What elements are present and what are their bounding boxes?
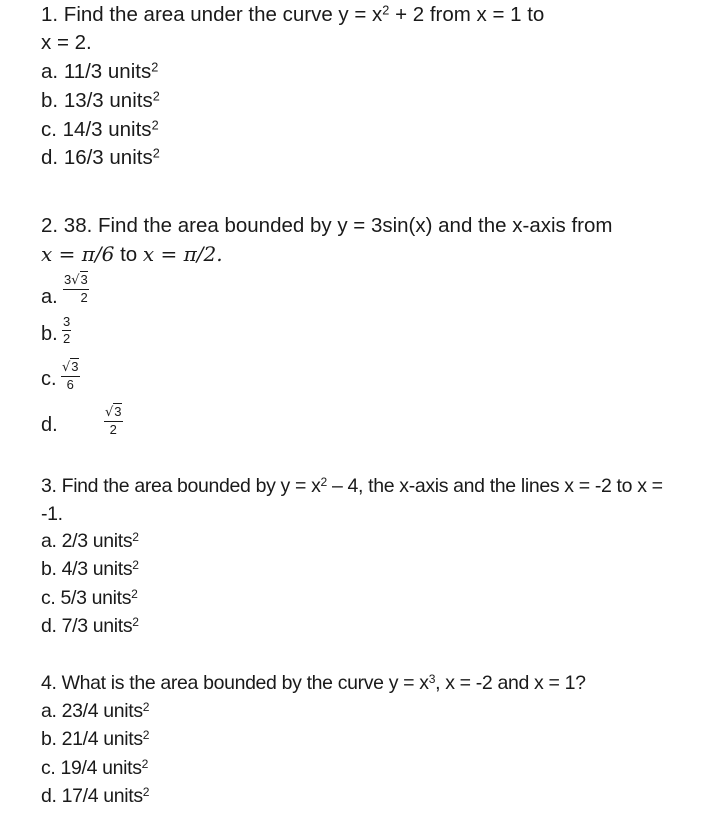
question-4-option-d: [41, 784, 149, 808]
fraction-numerator: [63, 273, 89, 288]
exponent: 2: [152, 145, 160, 161]
stem-text: 4. What is the area bounded by the curve y = x: [41, 672, 429, 694]
fraction-denominator: 2: [109, 422, 117, 437]
option-label: b.: [41, 728, 57, 750]
exponent: 2: [151, 117, 159, 133]
radicand: 3: [71, 359, 79, 374]
coefficient: 3: [64, 272, 72, 287]
exponent: 2: [132, 614, 139, 629]
option-label: d.: [41, 146, 59, 169]
question-3-option-d: [41, 614, 139, 638]
math-expression: π/2.: [183, 242, 223, 266]
fraction: [62, 315, 71, 346]
option-label: c.: [41, 368, 57, 390]
stem-text: 3. Find the area bounded by y = x: [41, 475, 321, 497]
exponent: 2: [142, 699, 150, 714]
fraction-numerator: 3: [63, 314, 71, 329]
question-4-stem-line-1: [41, 671, 586, 695]
math-expression: π/6: [81, 242, 115, 266]
option-label: a.: [41, 60, 59, 83]
question-3-option-a: [41, 529, 139, 553]
option-label: d.: [41, 785, 57, 807]
question-4-option-b: [41, 727, 149, 751]
stem-text: 1. Find the area under the curve y = x: [41, 3, 383, 26]
question-2-option-b: [41, 313, 161, 353]
question-2-option-c: [41, 357, 161, 397]
question-3-stem-line-2: -1.: [41, 503, 63, 525]
question-3-stem-line-1: [41, 474, 663, 498]
option-text: 23/4 units: [61, 700, 143, 722]
sqrt-symbol: √: [62, 360, 71, 375]
radicand: 3: [80, 272, 88, 287]
question-1-option-d: [41, 146, 160, 170]
fraction-numerator: [61, 360, 80, 375]
option-label: c.: [41, 118, 57, 141]
option-text: 5/3 units: [60, 587, 132, 609]
exponent: 2: [142, 784, 150, 799]
option-label: b.: [41, 323, 58, 345]
exponent: 2: [151, 59, 159, 75]
question-1-stem-line-1: [41, 3, 544, 27]
question-2-stem-line-2: [41, 242, 223, 267]
question-1-stem-line-2: x = 2.: [41, 31, 92, 54]
math-operator: =: [52, 242, 82, 266]
stem-text: + 2 from x = 1 to: [389, 3, 545, 26]
question-1-option-a: [41, 60, 158, 84]
question-1-option-b: [41, 89, 160, 113]
stem-text: – 4, the x-axis and the lines x = -2 to x =: [326, 475, 663, 497]
option-text: 2/3 units: [61, 530, 133, 552]
math-variable: x: [142, 242, 155, 266]
question-1-option-c: [41, 118, 159, 142]
option-label: a.: [41, 286, 58, 308]
question-2-stem-line-1: 2. 38. Find the area bounded by y = 3sin(x) and the x-axis from: [41, 214, 613, 237]
option-label: b.: [41, 558, 57, 580]
option-text: 17/4 units: [61, 785, 143, 807]
exponent: 3: [428, 671, 436, 686]
stem-text: to: [114, 243, 143, 266]
stem-text: , x = -2 and x = 1?: [435, 672, 586, 694]
option-label: d.: [41, 615, 57, 637]
sqrt-symbol: √: [105, 405, 114, 420]
question-4-option-a: [41, 699, 149, 723]
option-text: 16/3 units: [63, 146, 153, 169]
math-variable: x: [41, 242, 53, 266]
option-label: a.: [41, 700, 57, 722]
fraction-numerator: [104, 405, 123, 420]
exponent: 2: [131, 586, 138, 601]
exponent: 2: [152, 88, 160, 104]
exponent: 2: [382, 2, 390, 18]
question-2-option-a: [41, 272, 161, 312]
exponent: 2: [132, 529, 139, 544]
fraction-denominator: 6: [66, 377, 74, 392]
option-label: c.: [41, 757, 56, 779]
option-text: 21/4 units: [61, 728, 143, 750]
sqrt-symbol: √: [71, 273, 80, 288]
option-label: d.: [41, 414, 58, 436]
fraction-denominator: 2: [63, 331, 71, 346]
radicand: 3: [114, 404, 122, 419]
exponent: 2: [132, 557, 139, 572]
option-label: c.: [41, 587, 56, 609]
option-text: 19/4 units: [60, 757, 142, 779]
option-label: a.: [41, 530, 57, 552]
exponent: 2: [141, 756, 148, 771]
math-operator: =: [154, 242, 184, 266]
option-text: 4/3 units: [61, 558, 133, 580]
option-text: 14/3 units: [62, 118, 152, 141]
question-3-option-c: [41, 586, 138, 610]
fraction: [104, 405, 123, 437]
question-3-option-b: [41, 557, 139, 581]
option-label: b.: [41, 89, 59, 112]
fraction-denominator: 2: [80, 290, 88, 305]
fraction: [61, 360, 80, 392]
exponent: 2: [142, 727, 150, 742]
option-text: 13/3 units: [63, 89, 153, 112]
exponent: 2: [320, 474, 327, 489]
fraction: [63, 273, 89, 305]
option-text: 11/3 units: [63, 60, 152, 83]
question-4-option-c: [41, 756, 148, 780]
option-text: 7/3 units: [61, 615, 133, 637]
question-2-option-d: [41, 401, 161, 441]
